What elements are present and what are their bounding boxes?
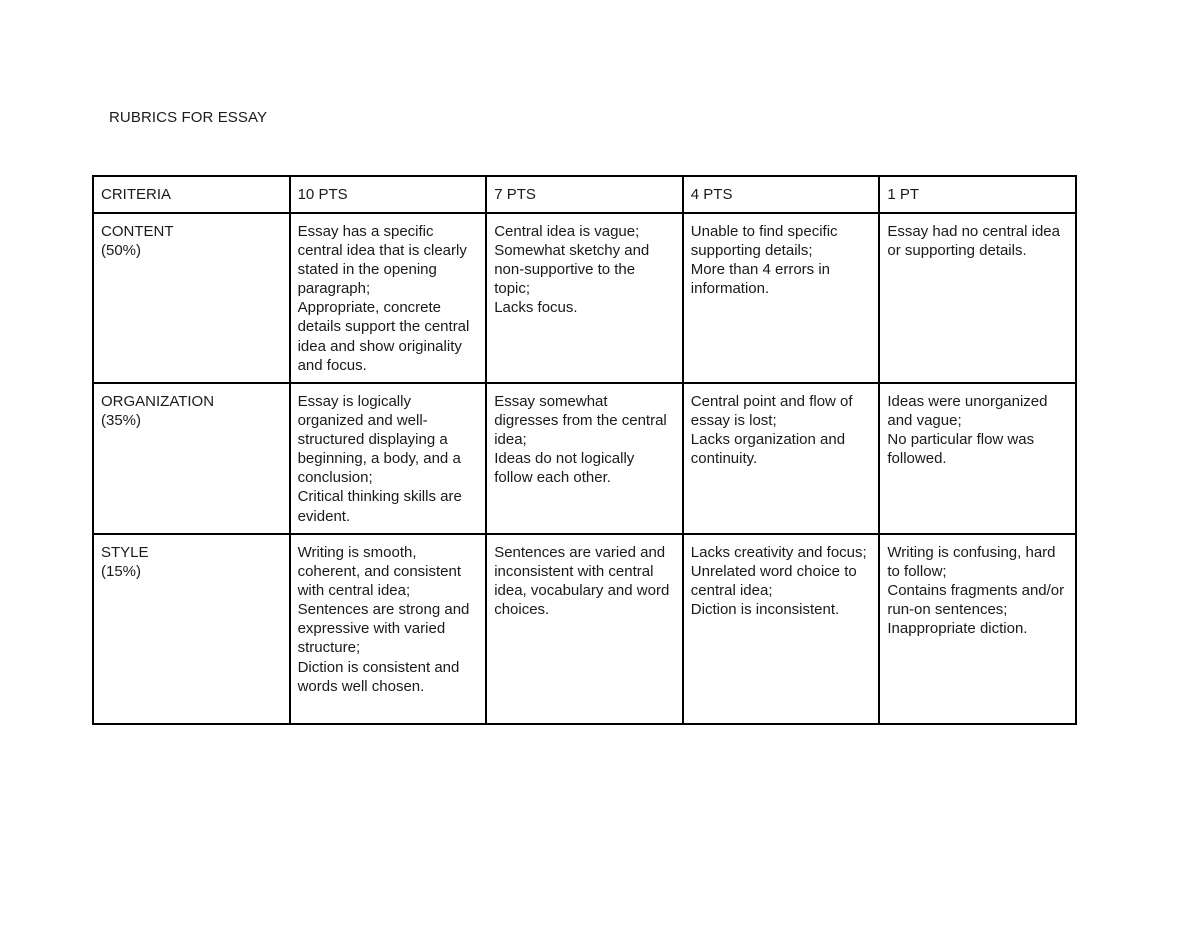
descriptor-cell: Essay has a specific central idea that is clearly stated in the opening paragraph; Appropriate, concrete details support the central idea and show originality and focus. <box>290 213 487 383</box>
descriptor-cell: Unable to find specific supporting details; More than 4 errors in information. <box>683 213 880 383</box>
header-cell-7-pts: 7 PTS <box>486 176 683 213</box>
header-cell-1-pt: 1 PT <box>879 176 1076 213</box>
descriptor-cell: Lacks creativity and focus; Unrelated word choice to central idea; Diction is inconsistent. <box>683 534 880 724</box>
descriptor-cell: Essay is logically organized and well-structured displaying a beginning, a body, and a conclusion; Critical thinking skills are evident. <box>290 383 487 534</box>
descriptor-cell: Sentences are varied and inconsistent with central idea, vocabulary and word choices. <box>486 534 683 724</box>
descriptor-cell: Essay somewhat digresses from the central idea; Ideas do not logically follow each other. <box>486 383 683 534</box>
header-cell-criteria: CRITERIA <box>93 176 290 213</box>
table-row-style <box>93 534 1076 724</box>
rubric-table <box>92 175 1077 725</box>
header-cell-4-pts: 4 PTS <box>683 176 880 213</box>
header-cell-10-pts: 10 PTS <box>290 176 487 213</box>
table-row-content <box>93 213 1076 383</box>
descriptor-cell: Essay had no central idea or supporting details. <box>879 213 1076 383</box>
descriptor-cell: Central point and flow of essay is lost; Lacks organization and continuity. <box>683 383 880 534</box>
criteria-cell: STYLE (15%) <box>93 534 290 724</box>
descriptor-cell: Central idea is vague; Somewhat sketchy and non-supportive to the topic; Lacks focus. <box>486 213 683 383</box>
descriptor-cell: Writing is smooth, coherent, and consistent with central idea; Sentences are strong and expressive with varied structure; Diction is consistent and words well chosen. <box>290 534 487 724</box>
table-header-row <box>93 176 1076 213</box>
descriptor-cell: Writing is confusing, hard to follow; Contains fragments and/or run-on sentences; Inappropriate diction. <box>879 534 1076 724</box>
criteria-cell: ORGANIZATION (35%) <box>93 383 290 534</box>
table-row-organization <box>93 383 1076 534</box>
criteria-cell: CONTENT (50%) <box>93 213 290 383</box>
descriptor-cell: Ideas were unorganized and vague; No particular flow was followed. <box>879 383 1076 534</box>
document-title: RUBRICS FOR ESSAY <box>109 109 268 126</box>
